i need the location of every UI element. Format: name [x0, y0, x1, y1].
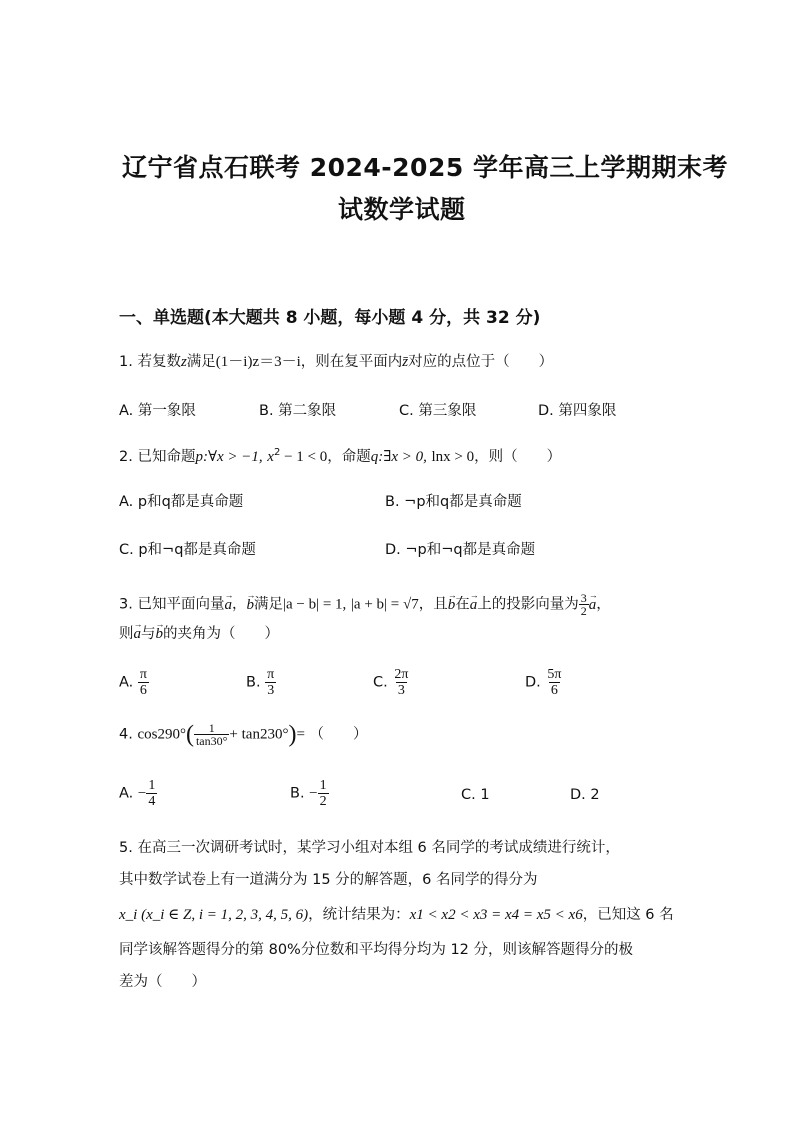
option-label: A. [119, 494, 138, 510]
option-label: D. [385, 542, 406, 558]
option-b: B. − $\frac{1}{2}$ [290, 778, 327, 809]
math-var: x [267, 448, 274, 465]
math-formula: |a − b| = 1, [282, 596, 347, 613]
option-a [119, 490, 243, 511]
option-a: A. 第一象限 [119, 403, 196, 419]
vector-a: → a [134, 624, 142, 644]
option-label: B. [385, 494, 405, 510]
question-3-line2: 则→ a与→ b的夹角为（ ） [119, 624, 279, 644]
fraction: $\frac{3}{2}$ [580, 591, 587, 618]
fraction: $\frac{1}{\tan 30^\circ}$ [195, 721, 228, 748]
option-b: B. 第二象限 [259, 403, 337, 419]
fraction: $\frac{1}{2}$ [319, 778, 327, 809]
option-text: p和q都是真命题 [137, 494, 244, 510]
option-b: B. $\frac{\pi}{3}$ [246, 667, 275, 698]
option-a: A. $\frac{\pi}{6}$ [119, 667, 147, 698]
question-2 [119, 443, 561, 467]
option-a: A. − $\frac{1}{4}$ [119, 778, 156, 809]
option-c: C. 1 [461, 787, 490, 803]
question-text: 已知平面向量 [137, 596, 225, 613]
question-text: ，且 [418, 596, 448, 613]
vector-a: → a [470, 595, 478, 615]
question-4: 4. cos290°( $\frac{1}{\tan 30^\circ}$ + tan230°)= （ ） [119, 721, 368, 748]
question-text: 若复数 [137, 354, 181, 370]
question-number: 2. [119, 448, 133, 465]
question-text: 对应的点位于（ ） [408, 354, 554, 370]
math-formula: lnx > 0 [431, 448, 475, 465]
math-formula: − 1 < 0 [280, 448, 328, 465]
question-5-line5: 差为（ ） [119, 974, 206, 990]
question-5-line1: 5. 在高三一次调研考试时，某学习小组对本组 6 名同学的考试成绩进行统计， [119, 840, 620, 856]
section-heading: 一、单选题(本大题共 8 小题，每小题 4 分，共 32 分) [119, 308, 541, 328]
math-formula: cos290° [137, 726, 186, 743]
math-var: z [180, 354, 187, 370]
math-formula: |a + b| = √7 [350, 596, 419, 613]
question-text: 满足 [253, 596, 283, 613]
page-title-line2: 试数学试题 [338, 195, 466, 224]
option-c: C. 第三象限 [399, 403, 477, 419]
option-c [119, 538, 256, 559]
question-number: 1. [119, 354, 133, 370]
math-formula: q:∃x > 0, [370, 448, 427, 465]
fraction: $\frac{1}{4}$ [148, 778, 156, 809]
question-text: ，则（ ） [474, 448, 562, 465]
vector-a: → a [589, 595, 597, 615]
vector-b: → b [246, 595, 254, 615]
fraction: $\frac{\pi}{3}$ [267, 667, 275, 698]
math-formula: x_i (x_i ∈ Z, i = 1, 2, 3, 4, 5, 6) [119, 907, 309, 923]
fraction: $\frac{5\pi}{6}$ [547, 667, 562, 698]
math-exponent: 2 [273, 447, 281, 458]
vector-b: → b [156, 624, 164, 644]
option-d: D. 第四象限 [538, 403, 617, 419]
vector-b: → b [448, 595, 456, 615]
math-formula: x1 < x2 < x3 = x4 = x5 < x6 [409, 907, 583, 923]
question-text: 在 [455, 596, 470, 613]
option-c: C. $\frac{2\pi}{3}$ [373, 667, 409, 698]
question-5-line3: x_i (x_i ∈ Z, i = 1, 2, 3, 4, 5, 6)，统计结果为：x1 < x2 < x3 = x4 = x5 < x6，已知这 6 名 [119, 907, 674, 923]
option-text: ¬p和q都是真命题 [404, 494, 522, 510]
math-formula: + tan230° [229, 726, 289, 743]
question-text: 已知命题 [137, 448, 196, 465]
math-formula: p:∀x > −1, [195, 448, 263, 465]
option-d: D. 2 [570, 787, 600, 803]
question-3-line1: 3. 已知平面向量→ a，→ b满足|a − b| = 1, |a + b| = √7，且→ b在→ a上的投影向量为 $\frac{3}{2}$ → a， [119, 592, 611, 617]
page-title-line1: 辽宁省点石联考 2024-2025 学年高三上学期期末考 [122, 153, 728, 182]
question-text: ，则在复平面内 [300, 354, 403, 370]
question-text: 上的投影向量为 [477, 596, 579, 613]
vector-a: → a [224, 595, 232, 615]
option-d [385, 538, 535, 559]
question-number: 5. [119, 840, 133, 856]
math-formula: (1－i)z＝3－i [215, 354, 301, 370]
question-5-line2: 其中数学试卷上有一道满分为 15 分的解答题，6 名同学的得分为 [119, 872, 538, 888]
question-5-line4: 同学该解答题得分的第 80%分位数和平均得分均为 12 分，则该解答题得分的极 [119, 942, 634, 958]
fraction: $\frac{2\pi}{3}$ [394, 667, 409, 698]
question-number: 3. [119, 596, 133, 613]
option-label: C. [119, 542, 139, 558]
math-var: z̄ [402, 354, 409, 370]
question-text: ，命题 [327, 448, 371, 465]
option-text: p和¬q都是真命题 [138, 542, 256, 558]
option-text: ¬p和¬q都是真命题 [405, 542, 536, 558]
question-text: 满足 [186, 354, 216, 370]
fraction: $\frac{\pi}{6}$ [139, 667, 147, 698]
option-b [385, 490, 522, 511]
question-number: 4. [119, 726, 133, 743]
option-d: D. $\frac{5\pi}{6}$ [525, 667, 562, 698]
question-1 [119, 352, 553, 372]
